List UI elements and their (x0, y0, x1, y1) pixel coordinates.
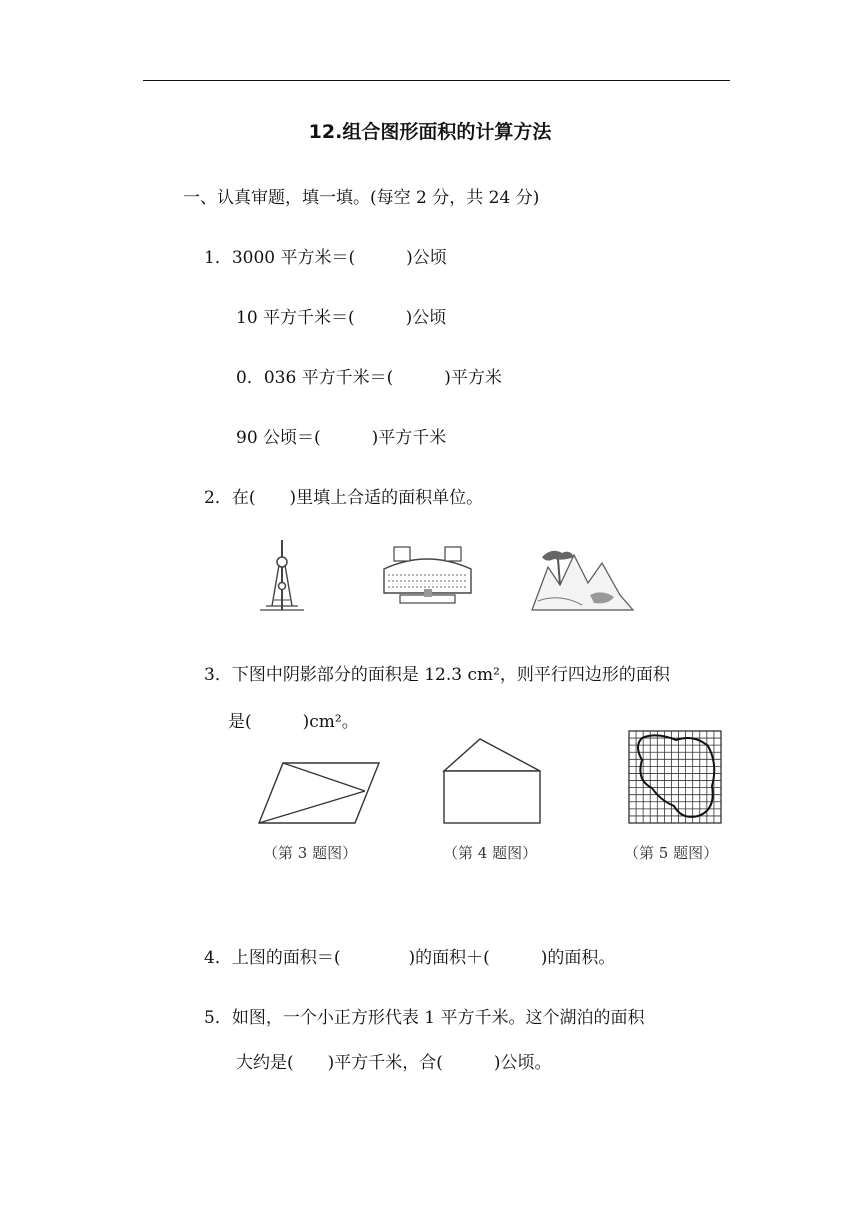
q3-text-1: 3．下图中阴影部分的面积是 12.3 cm²，则平行四边形的面积 (204, 665, 670, 685)
q3-text-2: 是( )cm²。 (228, 712, 359, 732)
lake-grid-figure (628, 730, 722, 824)
q1-line-3: 0．036 平方千米＝( )平方米 (236, 368, 502, 388)
q5-text-1: 5．如图，一个小正方形代表 1 平方千米。这个湖泊的面积 (204, 1008, 645, 1028)
figure-5-caption: （第 5 题图） (624, 844, 719, 862)
q4-text: 4．上图的面积＝( )的面积＋( )的面积。 (204, 948, 616, 968)
page-title: 12.组合图形面积的计算方法 (308, 121, 552, 143)
figure-3-caption: （第 3 题图） (263, 844, 358, 862)
section-heading: 一、认真审题，填一填。(每空 2 分，共 24 分) (183, 188, 540, 208)
q2-text: 2．在( )里填上合适的面积单位。 (204, 488, 484, 508)
stadium-icon (380, 545, 475, 607)
parallelogram-figure (255, 755, 385, 827)
q5-text-2: 大约是( )平方千米，合( )公顷。 (236, 1053, 552, 1073)
q1-line-4: 90 公顷＝( )平方千米 (236, 428, 447, 448)
scenic-mountain-icon (530, 545, 635, 615)
header-rule (143, 80, 730, 81)
composite-shape-figure (440, 735, 544, 827)
q1-line-1: 1．3000 平方米＝( )公顷 (204, 248, 447, 268)
figure-4-caption: （第 4 题图） (443, 844, 538, 862)
q1-line-2: 10 平方千米＝( )公顷 (236, 308, 447, 328)
tv-tower-icon (252, 540, 312, 612)
